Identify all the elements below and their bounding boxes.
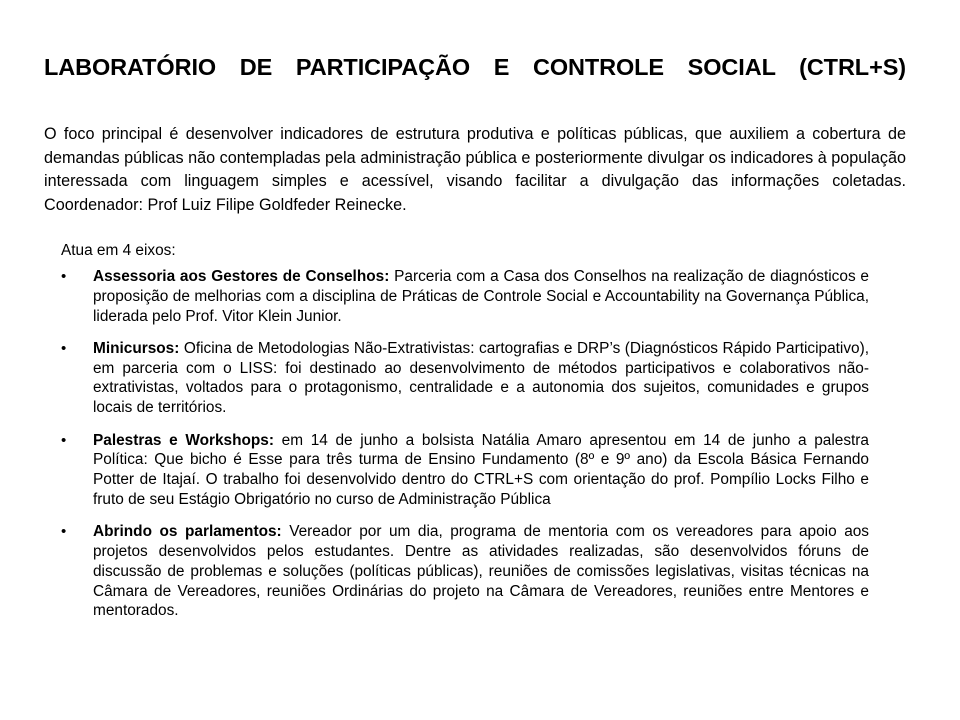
axis-label: Assessoria aos Gestores de Conselhos: xyxy=(93,268,390,285)
bullet-icon: • xyxy=(61,431,67,449)
list-item xyxy=(61,339,869,418)
list-item xyxy=(61,431,869,510)
axis-text: em 14 de junho a bolsista Natália Amaro apresentou em 14 de junho a palestra Política: Que bicho é Esse para três turma de Ensino Fundamento (8º e 9º ano) da Escola Básica Fernando Potter de Itajaí. O trabalho foi desenvolvido dentro do CTRL+S com orientação do prof. Pompílio Locks Filho e fruto de seu Estágio Obrigatório no curso de Administração Pública xyxy=(93,431,869,508)
axes-list xyxy=(61,267,869,634)
slide-title: LABORATÓRIO DE PARTICIPAÇÃO E CONTROLE SOCIAL (CTRL+S) xyxy=(44,54,906,80)
bullet-icon: • xyxy=(61,268,67,285)
axis-label: Palestras e Workshops: xyxy=(93,431,274,449)
axis-text: Parceria com a Casa dos Conselhos na realização de diagnósticos e proposição de melhorias com a disciplina de Práticas de Controle Social e Accountability na Governança Pública, liderada pelo Prof. Vitor Klein Junior. xyxy=(93,268,869,325)
bullet-icon: • xyxy=(61,339,67,357)
axis-text: Oficina de Metodologias Não-Extrativistas: cartografias e DRP’s (Diagnósticos Rápido Participativo), em parceria com o LISS: foi destinado ao desenvolvimento de métodos participativos e colaborativos não-extrativistas, voltados para o protagonismo, centralidade e a autonomia dos sujeitos, comunidades e grupos locais de territórios. xyxy=(93,339,869,417)
list-item xyxy=(61,522,869,621)
axis-label: Abrindo os parlamentos: xyxy=(93,523,282,541)
axis-text: Vereador por um dia, programa de mentoria com os vereadores para apoio aos projetos desenvolvidos pelos estudantes. Dentre as atividades realizadas, são desenvolvidos fóruns de discussão de problemas e soluções (políticas públicas), reuniões de comissões legislativas, visitas técnicas na Câmara de Vereadores, reuniões Ordinárias do projeto na Câmara de Vereadores, reuniões entre Mentores e mentorados. xyxy=(93,523,870,620)
axes-lead: Atua em 4 eixos: xyxy=(61,242,176,259)
intro-paragraph: O foco principal é desenvolver indicadores de estrutura produtiva e políticas públicas, que auxiliem a cobertura de demandas públicas não contempladas pela administração pública e posteriormente divulgar os indicadores à população interessada com linguagem simples e acessível, visando facilitar a divulgação das informações coletadas. Coordenador: Prof Luiz Filipe Goldfeder Reinecke. xyxy=(44,125,906,214)
axis-label: Minicursos: xyxy=(93,339,180,357)
list-item xyxy=(61,267,869,326)
bullet-icon: • xyxy=(61,523,67,541)
